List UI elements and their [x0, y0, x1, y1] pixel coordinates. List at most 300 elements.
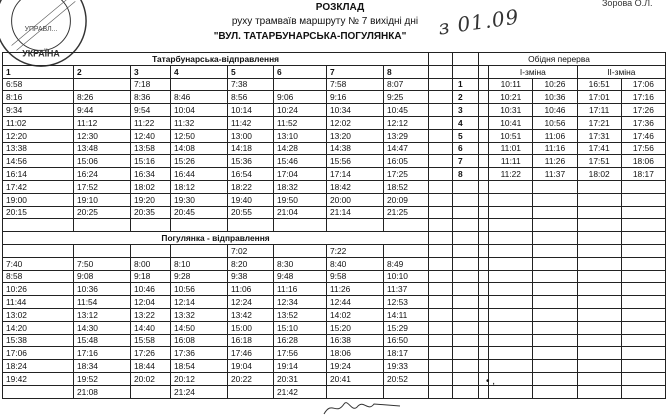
time-cell: 11:22	[131, 116, 171, 129]
table-row	[3, 385, 479, 398]
blank-cell	[171, 219, 228, 232]
time-cell: 14:11	[384, 308, 429, 321]
time-cell	[171, 244, 228, 257]
blank-row	[453, 193, 666, 206]
blank-cell	[489, 257, 533, 270]
time-cell: 15:58	[131, 334, 171, 347]
break-row	[453, 104, 666, 117]
break-time: 16:51	[577, 78, 621, 91]
time-cell: 11:12	[74, 116, 131, 129]
time-cell: 21:42	[274, 385, 327, 398]
blank-cell	[453, 296, 489, 309]
break-number: 1	[453, 78, 489, 91]
time-cell: 10:26	[3, 283, 74, 296]
time-cell: 17:36	[171, 347, 228, 360]
blank-cell	[533, 283, 577, 296]
time-cell: 11:54	[74, 296, 131, 309]
table-row	[3, 180, 479, 193]
signer-name: Зорова О.Л.	[602, 0, 653, 8]
time-cell: 18:22	[228, 180, 274, 193]
time-cell: 9:18	[131, 270, 171, 283]
blank-cell	[489, 296, 533, 309]
time-cell: 16:34	[131, 168, 171, 181]
blank-cell	[621, 193, 665, 206]
time-cell: 20:55	[228, 206, 274, 219]
time-cell: 17:52	[74, 180, 131, 193]
time-cell: 13:38	[3, 142, 74, 155]
time-cell: 12:04	[131, 296, 171, 309]
time-cell	[131, 385, 171, 398]
time-cell: 20:25	[74, 206, 131, 219]
blank-cell	[621, 347, 665, 360]
time-cell: 15:36	[228, 155, 274, 168]
time-cell: 17:16	[74, 347, 131, 360]
blank-cell	[533, 308, 577, 321]
break-number: 2	[453, 91, 489, 104]
time-cell: 7:38	[228, 78, 274, 91]
blank-cell	[533, 219, 577, 232]
time-cell: 12:44	[327, 296, 384, 309]
table-row	[3, 296, 479, 309]
time-cell: 20:22	[228, 372, 274, 385]
time-cell: 14:08	[171, 142, 228, 155]
time-cell: 13:20	[327, 129, 384, 142]
time-cell: 15:48	[74, 334, 131, 347]
time-cell: 16:44	[171, 168, 228, 181]
time-cell: 16:38	[327, 334, 384, 347]
time-cell: 20:09	[384, 193, 429, 206]
blank-cell	[621, 334, 665, 347]
blank-cell	[577, 385, 621, 398]
blank-cell	[489, 180, 533, 193]
blank-row	[453, 347, 666, 360]
break-row	[453, 78, 666, 91]
column-header: 6	[274, 65, 327, 78]
document-subtitle: руху трамваїв маршруту № 7 вихідні дні	[231, 16, 419, 27]
time-cell: 17:06	[3, 347, 74, 360]
column-header: 2	[74, 65, 131, 78]
time-cell: 9:38	[228, 270, 274, 283]
time-cell	[327, 385, 384, 398]
time-cell: 8:36	[131, 91, 171, 104]
table-row	[3, 372, 479, 385]
time-cell: 13:58	[131, 142, 171, 155]
time-cell: 19:30	[171, 193, 228, 206]
time-cell: 14:50	[171, 321, 228, 334]
time-cell: 8:49	[384, 257, 429, 270]
time-cell: 19:24	[327, 360, 384, 373]
table-row	[3, 270, 479, 283]
blank-cell	[453, 257, 489, 270]
break-time: 18:17	[621, 168, 665, 181]
time-cell: 19:20	[131, 193, 171, 206]
time-cell: 10:14	[228, 104, 274, 117]
time-cell: 18:42	[327, 180, 384, 193]
table-row	[3, 91, 479, 104]
blank-cell	[533, 296, 577, 309]
time-cell	[131, 244, 171, 257]
time-cell	[171, 78, 228, 91]
break-row	[453, 116, 666, 129]
time-cell	[274, 78, 327, 91]
break-row	[453, 129, 666, 142]
blank-cell	[453, 219, 489, 232]
time-cell: 19:04	[228, 360, 274, 373]
time-cell: 15:20	[327, 321, 384, 334]
blank-row	[453, 219, 666, 232]
break-time: 17:41	[577, 142, 621, 155]
break-time: 11:06	[533, 129, 577, 142]
stray-mark: • ,	[486, 376, 496, 387]
blank-cell	[621, 308, 665, 321]
time-cell: 14:40	[131, 321, 171, 334]
time-cell: 18:02	[131, 180, 171, 193]
break-number: 4	[453, 116, 489, 129]
time-cell: 16:54	[228, 168, 274, 181]
stamp-text-bottom: УКРАЇНА	[22, 48, 60, 59]
time-cell: 15:38	[3, 334, 74, 347]
shift-header-row	[453, 65, 666, 78]
time-cell: 14:28	[274, 142, 327, 155]
blank-cell	[621, 206, 665, 219]
time-cell: 19:42	[3, 372, 74, 385]
break-number: 8	[453, 168, 489, 181]
blank-cell	[228, 219, 274, 232]
time-cell: 11:32	[171, 116, 228, 129]
lunch-break-table	[452, 52, 666, 399]
section-title-pohulianka-row	[3, 232, 479, 245]
time-cell: 19:14	[274, 360, 327, 373]
blank-cell	[577, 360, 621, 373]
time-cell: 8:30	[274, 257, 327, 270]
time-cell: 11:44	[3, 296, 74, 309]
column-header: 8	[384, 65, 429, 78]
time-cell: 16:05	[384, 155, 429, 168]
section-title-pohulianka: Погулянка - відправлення	[3, 232, 429, 245]
break-time: 17:06	[621, 78, 665, 91]
time-cell: 20:12	[171, 372, 228, 385]
break-number: 7	[453, 155, 489, 168]
table-row	[3, 116, 479, 129]
time-cell: 7:18	[131, 78, 171, 91]
time-cell: 13:29	[384, 129, 429, 142]
blank-cell	[489, 270, 533, 283]
time-cell: 18:44	[131, 360, 171, 373]
break-time: 11:01	[489, 142, 533, 155]
time-cell: 18:52	[384, 180, 429, 193]
shift1-header: І-зміна	[489, 65, 577, 78]
time-cell: 7:22	[327, 244, 384, 257]
time-cell: 15:06	[74, 155, 131, 168]
break-time: 11:22	[489, 168, 533, 181]
time-cell: 17:04	[274, 168, 327, 181]
blank-cell	[533, 334, 577, 347]
table-row	[3, 360, 479, 373]
break-time: 18:02	[577, 168, 621, 181]
time-cell: 12:12	[384, 116, 429, 129]
column-header: 1	[3, 65, 74, 78]
break-time: 10:56	[533, 116, 577, 129]
table-row	[3, 142, 479, 155]
break-time: 17:51	[577, 155, 621, 168]
time-cell: 9:44	[74, 104, 131, 117]
time-cell: 13:32	[171, 308, 228, 321]
time-cell: 14:38	[327, 142, 384, 155]
time-cell: 18:54	[171, 360, 228, 373]
blank-cell	[533, 270, 577, 283]
time-cell: 13:22	[131, 308, 171, 321]
time-cell: 13:48	[74, 142, 131, 155]
blank-cell	[489, 206, 533, 219]
blank-cell	[453, 321, 489, 334]
time-cell: 9:54	[131, 104, 171, 117]
time-cell: 21:08	[74, 385, 131, 398]
blank-cell	[489, 193, 533, 206]
time-cell: 7:40	[3, 257, 74, 270]
time-cell: 8:20	[228, 257, 274, 270]
blank-cell	[453, 347, 489, 360]
time-cell	[384, 244, 429, 257]
time-cell: 14:47	[384, 142, 429, 155]
break-time: 10:41	[489, 116, 533, 129]
blank-cell	[621, 372, 665, 385]
break-time: 11:16	[533, 142, 577, 155]
blank-cell	[74, 219, 131, 232]
time-cell: 8:56	[228, 91, 274, 104]
blank-cell	[489, 321, 533, 334]
blank-cell	[453, 283, 489, 296]
time-cell: 19:52	[74, 372, 131, 385]
time-cell: 12:53	[384, 296, 429, 309]
blank-cell	[577, 180, 621, 193]
time-cell: 14:20	[3, 321, 74, 334]
break-row	[453, 155, 666, 168]
time-cell: 20:02	[131, 372, 171, 385]
table-row	[3, 168, 479, 181]
time-cell: 15:26	[171, 155, 228, 168]
blank-row	[453, 244, 666, 257]
blank-cell	[533, 347, 577, 360]
blank-cell	[533, 321, 577, 334]
time-cell: 20:45	[171, 206, 228, 219]
time-cell: 13:42	[228, 308, 274, 321]
blank-cell	[489, 334, 533, 347]
time-cell: 11:52	[274, 116, 327, 129]
blank-cell	[453, 232, 489, 245]
shift2-header: ІІ-зміна	[577, 65, 665, 78]
column-header: 4	[171, 65, 228, 78]
time-cell: 12:30	[74, 129, 131, 142]
handwritten-date: з 01.09	[436, 4, 521, 40]
blank-row	[453, 270, 666, 283]
time-cell: 9:28	[171, 270, 228, 283]
column-header: 3	[131, 65, 171, 78]
time-cell: 14:30	[74, 321, 131, 334]
blank-cell	[533, 257, 577, 270]
blank-row	[453, 308, 666, 321]
blank-cell	[533, 360, 577, 373]
time-cell: 10:46	[131, 283, 171, 296]
blank-cell	[453, 244, 489, 257]
blank-cell	[577, 219, 621, 232]
blank-row	[453, 206, 666, 219]
time-cell: 19:10	[74, 193, 131, 206]
break-time: 11:37	[533, 168, 577, 181]
section-title-tatarbunarska: Татарбунарська-відправлення	[3, 53, 429, 66]
blank-cell	[577, 347, 621, 360]
blank-cell	[621, 385, 665, 398]
time-cell: 16:28	[274, 334, 327, 347]
time-cell: 15:29	[384, 321, 429, 334]
blank-cell	[453, 206, 489, 219]
break-time: 11:26	[533, 155, 577, 168]
time-cell: 9:08	[74, 270, 131, 283]
table-row	[3, 257, 479, 270]
time-cell: 16:50	[384, 334, 429, 347]
time-cell: 13:00	[228, 129, 274, 142]
time-cell: 8:40	[327, 257, 384, 270]
blank-cell	[577, 296, 621, 309]
blank-row	[453, 360, 666, 373]
time-cell: 19:00	[3, 193, 74, 206]
time-cell: 18:17	[384, 347, 429, 360]
blank-cell	[533, 193, 577, 206]
break-time: 18:06	[621, 155, 665, 168]
time-cell: 11:02	[3, 116, 74, 129]
blank-row	[3, 219, 479, 232]
break-time: 17:21	[577, 116, 621, 129]
time-cell: 7:58	[327, 78, 384, 91]
blank-row	[453, 296, 666, 309]
time-cell: 10:56	[171, 283, 228, 296]
break-time: 17:31	[577, 129, 621, 142]
time-cell: 13:02	[3, 308, 74, 321]
time-cell	[74, 78, 131, 91]
time-cell	[3, 244, 74, 257]
blank-cell	[577, 244, 621, 257]
time-cell: 15:56	[327, 155, 384, 168]
time-cell: 8:00	[131, 257, 171, 270]
break-time: 10:26	[533, 78, 577, 91]
table-row	[3, 347, 479, 360]
time-cell: 13:12	[74, 308, 131, 321]
blank-row	[453, 283, 666, 296]
time-cell: 15:10	[274, 321, 327, 334]
time-cell: 15:16	[131, 155, 171, 168]
time-cell: 19:33	[384, 360, 429, 373]
blank-cell	[489, 385, 533, 398]
time-cell: 21:25	[384, 206, 429, 219]
handwritten-signature	[322, 396, 402, 418]
blank-row	[453, 372, 666, 385]
blank-cell	[489, 283, 533, 296]
blank-cell	[533, 180, 577, 193]
blank-cell	[577, 193, 621, 206]
break-time: 10:51	[489, 129, 533, 142]
break-time: 10:36	[533, 91, 577, 104]
blank-cell	[577, 257, 621, 270]
break-number: 3	[453, 104, 489, 117]
time-cell: 12:20	[3, 129, 74, 142]
break-time: 17:56	[621, 142, 665, 155]
blank-cell	[621, 219, 665, 232]
time-cell: 17:25	[384, 168, 429, 181]
blank-row	[453, 334, 666, 347]
time-cell: 12:40	[131, 129, 171, 142]
time-cell: 17:46	[228, 347, 274, 360]
time-cell: 17:14	[327, 168, 384, 181]
blank-cell	[621, 296, 665, 309]
time-cell: 8:07	[384, 78, 429, 91]
blank-cell	[131, 219, 171, 232]
time-cell: 16:14	[3, 168, 74, 181]
time-cell: 11:26	[327, 283, 384, 296]
time-cell: 20:41	[327, 372, 384, 385]
time-cell: 20:00	[327, 193, 384, 206]
blank-cell	[533, 385, 577, 398]
table-row	[3, 321, 479, 334]
blank-cell	[577, 206, 621, 219]
time-cell: 10:34	[327, 104, 384, 117]
break-number: 5	[453, 129, 489, 142]
blank-cell	[384, 219, 429, 232]
time-cell: 21:04	[274, 206, 327, 219]
break-time: 10:31	[489, 104, 533, 117]
time-cell: 19:40	[228, 193, 274, 206]
time-cell: 20:31	[274, 372, 327, 385]
time-cell: 17:42	[3, 180, 74, 193]
blank-cell	[621, 180, 665, 193]
table-row	[3, 104, 479, 117]
time-cell: 8:26	[74, 91, 131, 104]
time-cell: 7:50	[74, 257, 131, 270]
time-cell: 9:25	[384, 91, 429, 104]
break-time: 11:11	[489, 155, 533, 168]
time-cell: 9:58	[327, 270, 384, 283]
blank-cell	[621, 283, 665, 296]
break-row	[453, 91, 666, 104]
time-cell: 14:18	[228, 142, 274, 155]
break-time: 10:46	[533, 104, 577, 117]
blank-cell	[577, 308, 621, 321]
time-cell: 12:14	[171, 296, 228, 309]
table-row	[3, 334, 479, 347]
time-cell: 18:32	[274, 180, 327, 193]
time-cell: 6:58	[3, 78, 74, 91]
time-cell: 14:02	[327, 308, 384, 321]
time-cell: 8:58	[3, 270, 74, 283]
blank-cell	[533, 372, 577, 385]
section-title-tatarbunarska-row	[3, 53, 479, 66]
break-time: 17:01	[577, 91, 621, 104]
time-cell	[274, 244, 327, 257]
time-cell: 15:46	[274, 155, 327, 168]
time-cell: 10:24	[274, 104, 327, 117]
route-name: "ВУЛ. ТАТАРБУНАРСЬКА-ПОГУЛЯНКА"	[213, 31, 407, 42]
blank-cell	[489, 347, 533, 360]
time-cell: 20:52	[384, 372, 429, 385]
blank-cell	[577, 372, 621, 385]
time-cell: 18:34	[74, 360, 131, 373]
blank-cell	[577, 283, 621, 296]
blank-cell	[453, 334, 489, 347]
blank-cell	[274, 219, 327, 232]
time-cell: 10:45	[384, 104, 429, 117]
break-time: 17:16	[621, 91, 665, 104]
time-cell	[3, 385, 74, 398]
blank-cell	[489, 308, 533, 321]
time-cell: 9:16	[327, 91, 384, 104]
